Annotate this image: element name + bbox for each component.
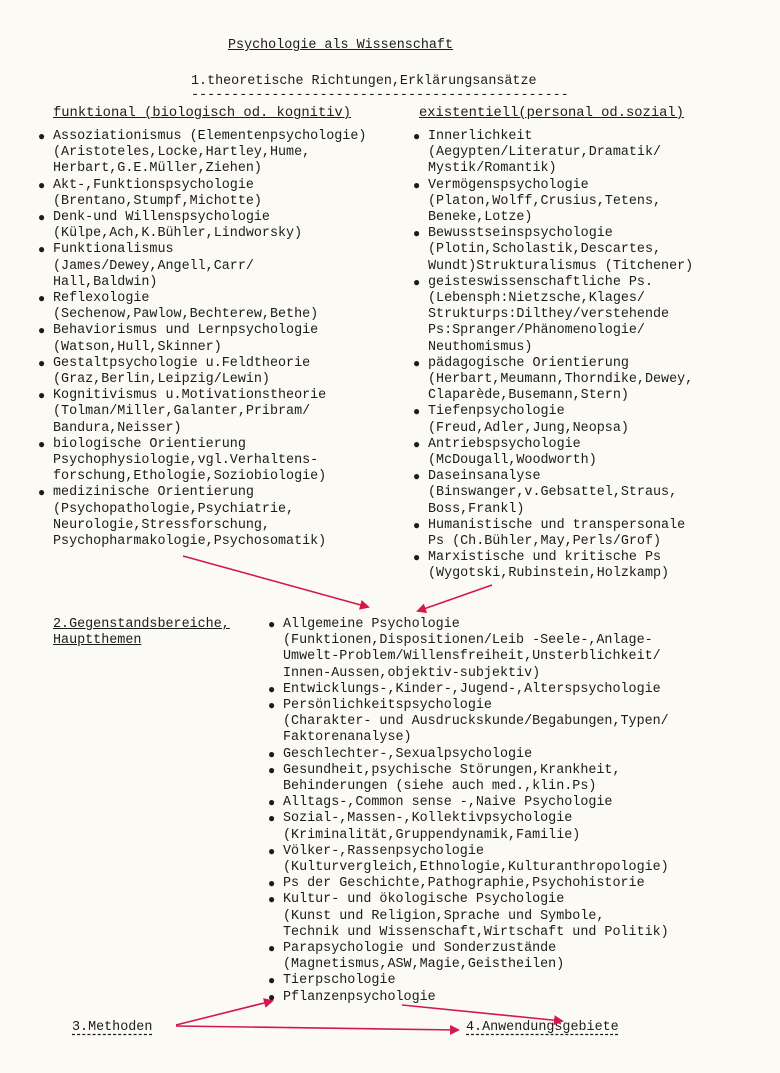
- arrow-methoden-to-anwendung: [176, 1026, 458, 1030]
- item-detail-line: (Psychopathologie,Psychiatrie,: [53, 501, 295, 517]
- item-title: Ps der Geschichte,Pathographie,Psychohistorie: [283, 876, 645, 892]
- item-detail-line: Ps (Ch.Bühler,May,Perls/Grof): [428, 534, 662, 550]
- bullet-icon: ●: [268, 747, 276, 762]
- bullet-icon: ●: [38, 437, 46, 452]
- item-title: Persönlichkeitspsychologie: [283, 698, 492, 714]
- item-detail-line: Faktorenanalyse): [283, 730, 412, 746]
- item-title: Völker-,Rassenpsychologie: [283, 843, 484, 859]
- bullet-icon: ●: [413, 130, 421, 144]
- bullet-icon: ●: [38, 486, 46, 501]
- item-detail-line: Psychophysiologie,vgl.Verhaltens-: [53, 453, 319, 469]
- bullet-icon: ●: [268, 877, 276, 892]
- item-detail-line: (Lebensph:Nietzsche,Klages/: [428, 291, 645, 307]
- item-detail-line: (McDougall,Woodworth): [428, 453, 597, 469]
- item-title: Tierpschologie: [283, 973, 396, 989]
- item-detail-line: Psychopharmakologie,Psychosomatik): [53, 534, 327, 550]
- item-title: Tiefenpsychologie: [428, 404, 565, 420]
- item-detail-line: (Brentano,Stumpf,Michotte): [53, 193, 262, 209]
- bullet-icon: ●: [38, 356, 46, 371]
- item-detail-line: (Magnetismus,ASW,Magie,Geistheilen): [283, 957, 565, 973]
- arrow-left-to-topics: [183, 556, 368, 607]
- bullet-icon: ●: [268, 699, 276, 714]
- item-detail-line: Claparède,Busemann,Stern): [428, 388, 629, 404]
- item-detail-line: (Külpe,Ach,K.Bühler,Lindworsky): [53, 226, 303, 242]
- item-detail-line: forschung,Ethologie,Soziobiologie): [53, 469, 327, 485]
- right-column-heading: existentiell(personal od.sozial): [419, 106, 684, 121]
- bullet-icon: ●: [268, 974, 276, 989]
- item-detail-line: Hall,Baldwin): [53, 274, 158, 290]
- item-detail-line: (Charakter- und Ausdruckskunde/Begabungen,Typen/: [283, 714, 669, 730]
- item-detail-line: Neuthomismus): [428, 339, 533, 355]
- item-detail-line: Strukturps:Dilthey/verstehende: [428, 307, 670, 323]
- item-detail-line: (Watson,Hull,Skinner): [53, 339, 222, 355]
- bullet-icon: ●: [268, 844, 276, 859]
- arrow-topics-to-anwendung: [402, 1005, 562, 1021]
- item-detail-line: Ps:Spranger/Phänomenologie/: [428, 323, 645, 339]
- item-title: Innerlichkeit: [428, 129, 533, 144]
- item-title: Kultur- und ökologische Psychologie: [283, 892, 565, 908]
- bullet-icon: ●: [413, 178, 421, 193]
- item-detail-line: Innen-Aussen,objektiv-subjektiv): [283, 665, 541, 681]
- bullet-icon: ●: [268, 893, 276, 908]
- item-detail-line: (Funktionen,Dispositionen/Leib -Seele-,Anlage-: [283, 633, 653, 649]
- item-detail-line: Wundt)Strukturalismus (Titchener): [428, 258, 694, 274]
- bullet-icon: ●: [38, 130, 46, 144]
- item-detail-line: Technik und Wissenschaft,Wirtschaft und Politik): [283, 924, 669, 940]
- item-detail-line: (Kriminalität,Gruppendynamik,Familie): [283, 827, 581, 843]
- item-detail-line: (James/Dewey,Angell,Carr/: [53, 258, 254, 274]
- section2-label-line2: Hauptthemen: [53, 633, 142, 649]
- item-title: geisteswissenschaftliche Ps.: [428, 274, 653, 290]
- bullet-icon: ●: [38, 389, 46, 404]
- item-detail-line: (Kunst und Religion,Sprache und Symbole,: [283, 908, 605, 924]
- bullet-icon: ●: [268, 763, 276, 778]
- item-detail-line: Umwelt-Problem/Willensfreiheit,Unsterblichkeit/: [283, 649, 661, 665]
- item-detail-line: (Kulturvergleich,Ethnologie,Kulturanthropologie): [283, 860, 669, 876]
- left-column-heading: funktional (biologisch od. kognitiv): [53, 106, 352, 121]
- bullet-icon: ●: [38, 243, 46, 258]
- item-detail-line: Mystik/Romantik): [428, 161, 557, 177]
- item-detail-line: (Tolman/Miller,Galanter,Pribram/: [53, 404, 311, 420]
- item-detail-line: Boss,Frankl): [428, 501, 525, 517]
- arrow-methoden-to-topics: [176, 1001, 272, 1025]
- bullet-icon: ●: [38, 324, 46, 339]
- item-title: Akt-,Funktionspsychologie: [53, 177, 254, 193]
- item-title: Pflanzenpsychologie: [283, 989, 436, 1005]
- anwendungsgebiete-label: 4.Anwendungsgebiete: [466, 1020, 619, 1035]
- item-title: Assoziationismus (Elementenpsychologie): [53, 129, 367, 144]
- item-title: Daseinsanalyse: [428, 469, 541, 485]
- section1-heading: 1.theoretische Richtungen,Erklärungsansätze: [191, 74, 537, 89]
- bullet-icon: ●: [268, 990, 276, 1005]
- item-title: Reflexologie: [53, 291, 150, 307]
- item-title: Entwicklungs-,Kinder-,Jugend-,Alterspsychologie: [283, 681, 661, 697]
- item-detail-line: (Binswanger,v.Gebsattel,Straus,: [428, 485, 678, 501]
- item-title: pädagogische Orientierung: [428, 355, 629, 371]
- item-detail-line: (Wygotski,Rubinstein,Holzkamp): [428, 566, 670, 582]
- bullet-icon: ●: [38, 178, 46, 193]
- bullet-icon: ●: [268, 682, 276, 697]
- item-detail-line: Neurologie,Stressforschung,: [53, 517, 270, 533]
- item-title: Antriebspsychologie: [428, 436, 581, 452]
- arrow-right-to-topics: [418, 585, 492, 611]
- item-detail-line: Beneke,Lotze): [428, 210, 533, 226]
- bullet-icon: ●: [413, 405, 421, 420]
- item-detail-line: (Platon,Wolff,Crusius,Tetens,: [428, 193, 662, 209]
- item-detail-line: Herbart,G.E.Müller,Ziehen): [53, 161, 262, 177]
- item-detail-line: (Herbart,Meumann,Thorndike,Dewey,: [428, 372, 694, 388]
- item-detail-line: (Freud,Adler,Jung,Neopsa): [428, 420, 629, 436]
- bullet-icon: ●: [413, 551, 421, 566]
- bullet-icon: ●: [413, 227, 421, 242]
- item-detail-line: (Sechenow,Pawlow,Bechterew,Bethe): [53, 307, 319, 323]
- item-detail-line: (Graz,Berlin,Leipzig/Lewin): [53, 372, 270, 388]
- item-title: Funktionalismus: [53, 242, 174, 258]
- section2-label-line1: 2.Gegenstandsbereiche,: [53, 617, 230, 632]
- item-detail-line: Bandura,Neisser): [53, 420, 182, 436]
- bullet-icon: ●: [268, 796, 276, 811]
- item-title: Humanistische und transpersonale: [428, 517, 686, 533]
- item-title: Sozial-,Massen-,Kollektivpsychologie: [283, 811, 573, 827]
- item-detail-line: (Aristoteles,Locke,Hartley,Hume,: [53, 145, 311, 161]
- bullet-icon: ●: [268, 942, 276, 957]
- bullet-icon: ●: [413, 275, 421, 290]
- item-detail-line: (Aegypten/Literatur,Dramatik/: [428, 145, 662, 161]
- item-detail-line: Behinderungen (siehe auch med.,klin.Ps): [283, 779, 597, 795]
- item-title: Alltags-,Common sense -,Naive Psychologie: [283, 795, 613, 811]
- bullet-icon: ●: [38, 211, 46, 226]
- bullet-icon: ●: [413, 518, 421, 533]
- item-title: Geschlechter-,Sexualpsychologie: [283, 746, 533, 762]
- methoden-label: 3.Methoden: [72, 1020, 153, 1035]
- bullet-icon: ●: [268, 812, 276, 827]
- item-title: Kognitivismus u.Motivationstheorie: [53, 388, 327, 404]
- item-title: Gestaltpsychologie u.Feldtheorie: [53, 355, 311, 371]
- item-title: Behaviorismus und Lernpsychologie: [53, 323, 319, 339]
- bullet-icon: ●: [413, 470, 421, 485]
- item-title: Vermögenspsychologie: [428, 177, 589, 193]
- item-title: Parapsychologie und Sonderzustände: [283, 941, 557, 957]
- item-title: Denk-und Willenspsychologie: [53, 210, 270, 226]
- item-title: Gesundheit,psychische Störungen,Krankheit,: [283, 762, 621, 778]
- page-title: Psychologie als Wissenschaft: [228, 38, 453, 53]
- item-title: Bewusstseinspsychologie: [428, 226, 613, 242]
- section1-dash-rule: -----------------------------------------------: [191, 88, 569, 103]
- bullet-icon: ●: [413, 356, 421, 371]
- bullet-icon: ●: [413, 437, 421, 452]
- item-title: Allgemeine Psychologie: [283, 617, 460, 632]
- item-detail-line: (Plotin,Scholastik,Descartes,: [428, 242, 662, 258]
- item-title: Marxistische und kritische Ps: [428, 550, 662, 566]
- bullet-icon: ●: [38, 292, 46, 307]
- bullet-icon: ●: [268, 618, 276, 632]
- item-title: biologische Orientierung: [53, 436, 246, 452]
- item-title: medizinische Orientierung: [53, 485, 254, 501]
